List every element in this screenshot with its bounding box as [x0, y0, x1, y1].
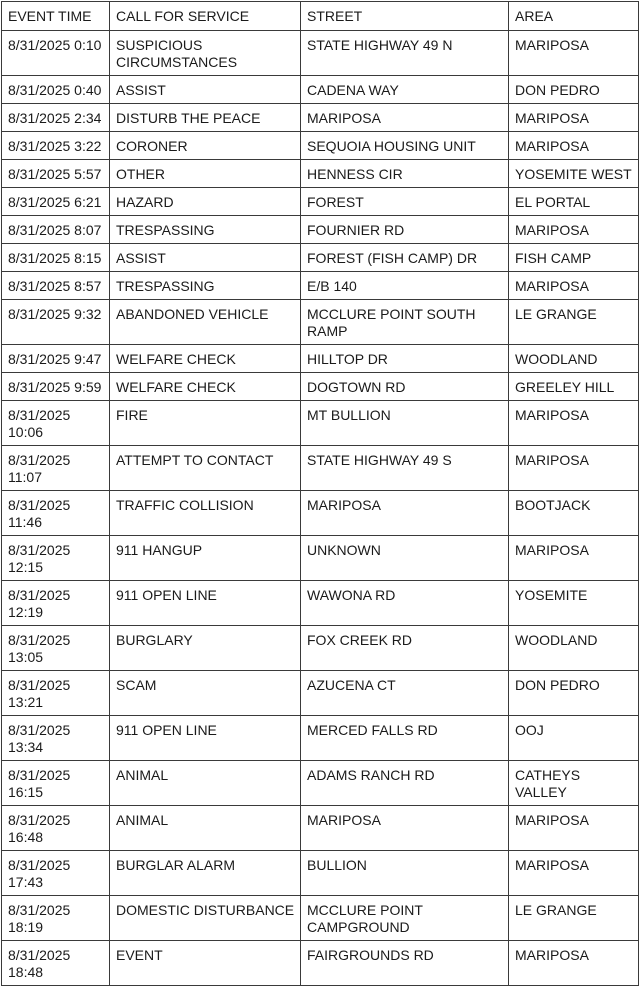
event-time-cell: 8/31/2025 6:21 — [2, 188, 110, 216]
area-cell: LE GRANGE — [509, 896, 639, 941]
street-cell: STATE HIGHWAY 49 N — [301, 31, 509, 76]
call-log-table — [1, 1, 639, 986]
table-row — [2, 446, 639, 491]
call-for-service-cell: DOMESTIC DISTURBANCE — [110, 896, 301, 941]
street-cell: AZUCENA CT — [301, 671, 509, 716]
event-time-cell: 8/31/2025 2:34 — [2, 104, 110, 132]
event-time-cell: 8/31/2025 18:19 — [2, 896, 110, 941]
area-cell: YOSEMITE — [509, 581, 639, 626]
street-cell: MARIPOSA — [301, 104, 509, 132]
event-time-cell: 8/31/2025 11:46 — [2, 491, 110, 536]
call-for-service-cell: WELFARE CHECK — [110, 345, 301, 373]
table-row — [2, 491, 639, 536]
street-cell: MARIPOSA — [301, 806, 509, 851]
street-cell: ADAMS RANCH RD — [301, 761, 509, 806]
street-cell: FOX CREEK RD — [301, 626, 509, 671]
header-street: STREET — [301, 2, 509, 31]
event-time-cell: 8/31/2025 16:15 — [2, 761, 110, 806]
header-area: AREA — [509, 2, 639, 31]
event-time-cell: 8/31/2025 18:48 — [2, 941, 110, 986]
street-cell: FOURNIER RD — [301, 216, 509, 244]
call-for-service-cell: ATTEMPT TO CONTACT — [110, 446, 301, 491]
area-cell: BOOTJACK — [509, 491, 639, 536]
table-row — [2, 244, 639, 272]
header-call-for-service: CALL FOR SERVICE — [110, 2, 301, 31]
table-row — [2, 806, 639, 851]
street-cell: MT BULLION — [301, 401, 509, 446]
call-for-service-cell: WELFARE CHECK — [110, 373, 301, 401]
table-row — [2, 941, 639, 986]
call-for-service-cell: ASSIST — [110, 244, 301, 272]
event-time-cell: 8/31/2025 13:34 — [2, 716, 110, 761]
area-cell: MARIPOSA — [509, 806, 639, 851]
event-time-cell: 8/31/2025 10:06 — [2, 401, 110, 446]
street-cell: MERCED FALLS RD — [301, 716, 509, 761]
area-cell: MARIPOSA — [509, 536, 639, 581]
table-row — [2, 373, 639, 401]
street-cell: BULLION — [301, 851, 509, 896]
area-cell: MARIPOSA — [509, 446, 639, 491]
street-cell: E/B 140 — [301, 272, 509, 300]
table-row — [2, 272, 639, 300]
table-header-row — [2, 2, 639, 31]
area-cell: MARIPOSA — [509, 941, 639, 986]
call-for-service-cell: SUSPICIOUS CIRCUMSTANCES — [110, 31, 301, 76]
call-for-service-cell: TRESPASSING — [110, 272, 301, 300]
area-cell: GREELEY HILL — [509, 373, 639, 401]
event-time-cell: 8/31/2025 11:07 — [2, 446, 110, 491]
area-cell: WOODLAND — [509, 345, 639, 373]
table-row — [2, 761, 639, 806]
call-for-service-cell: BURGLAR ALARM — [110, 851, 301, 896]
street-cell: MARIPOSA — [301, 491, 509, 536]
call-for-service-cell: TRESPASSING — [110, 216, 301, 244]
table-row — [2, 76, 639, 104]
area-cell: YOSEMITE WEST — [509, 160, 639, 188]
street-cell: CADENA WAY — [301, 76, 509, 104]
event-time-cell: 8/31/2025 13:05 — [2, 626, 110, 671]
call-for-service-cell: 911 OPEN LINE — [110, 581, 301, 626]
street-cell: MCCLURE POINT SOUTH RAMP — [301, 300, 509, 345]
area-cell: DON PEDRO — [509, 671, 639, 716]
event-time-cell: 8/31/2025 8:07 — [2, 216, 110, 244]
call-for-service-cell: BURGLARY — [110, 626, 301, 671]
event-time-cell: 8/31/2025 8:57 — [2, 272, 110, 300]
area-cell: FISH CAMP — [509, 244, 639, 272]
event-time-cell: 8/31/2025 9:32 — [2, 300, 110, 345]
event-time-cell: 8/31/2025 12:19 — [2, 581, 110, 626]
table-row — [2, 104, 639, 132]
table-row — [2, 401, 639, 446]
event-time-cell: 8/31/2025 0:40 — [2, 76, 110, 104]
street-cell: FAIRGROUNDS RD — [301, 941, 509, 986]
street-cell: MCCLURE POINT CAMPGROUND — [301, 896, 509, 941]
call-for-service-cell: SCAM — [110, 671, 301, 716]
header-event-time: EVENT TIME — [2, 2, 110, 31]
table-row — [2, 626, 639, 671]
event-time-cell: 8/31/2025 8:15 — [2, 244, 110, 272]
event-time-cell: 8/31/2025 17:43 — [2, 851, 110, 896]
call-for-service-cell: 911 OPEN LINE — [110, 716, 301, 761]
call-for-service-cell: ABANDONED VEHICLE — [110, 300, 301, 345]
area-cell: DON PEDRO — [509, 76, 639, 104]
call-for-service-cell: CORONER — [110, 132, 301, 160]
table-row — [2, 345, 639, 373]
call-for-service-cell: TRAFFIC COLLISION — [110, 491, 301, 536]
area-cell: CATHEYS VALLEY — [509, 761, 639, 806]
area-cell: MARIPOSA — [509, 401, 639, 446]
street-cell: DOGTOWN RD — [301, 373, 509, 401]
call-for-service-cell: DISTURB THE PEACE — [110, 104, 301, 132]
table-row — [2, 300, 639, 345]
call-for-service-cell: FIRE — [110, 401, 301, 446]
event-time-cell: 8/31/2025 12:15 — [2, 536, 110, 581]
area-cell: MARIPOSA — [509, 104, 639, 132]
street-cell: HILLTOP DR — [301, 345, 509, 373]
event-time-cell: 8/31/2025 5:57 — [2, 160, 110, 188]
street-cell: WAWONA RD — [301, 581, 509, 626]
call-for-service-cell: EVENT — [110, 941, 301, 986]
area-cell: WOODLAND — [509, 626, 639, 671]
area-cell: LE GRANGE — [509, 300, 639, 345]
street-cell: SEQUOIA HOUSING UNIT — [301, 132, 509, 160]
event-time-cell: 8/31/2025 3:22 — [2, 132, 110, 160]
street-cell: UNKNOWN — [301, 536, 509, 581]
table-row — [2, 31, 639, 76]
street-cell: STATE HIGHWAY 49 S — [301, 446, 509, 491]
table-row — [2, 160, 639, 188]
event-time-cell: 8/31/2025 9:47 — [2, 345, 110, 373]
table-body — [2, 31, 639, 986]
table-row — [2, 188, 639, 216]
area-cell: MARIPOSA — [509, 851, 639, 896]
street-cell: FOREST — [301, 188, 509, 216]
area-cell: MARIPOSA — [509, 272, 639, 300]
street-cell: FOREST (FISH CAMP) DR — [301, 244, 509, 272]
table-row — [2, 716, 639, 761]
table-row — [2, 851, 639, 896]
call-for-service-cell: ASSIST — [110, 76, 301, 104]
table-row — [2, 132, 639, 160]
call-for-service-cell: HAZARD — [110, 188, 301, 216]
call-for-service-cell: OTHER — [110, 160, 301, 188]
call-for-service-cell: 911 HANGUP — [110, 536, 301, 581]
event-time-cell: 8/31/2025 9:59 — [2, 373, 110, 401]
area-cell: MARIPOSA — [509, 216, 639, 244]
street-cell: HENNESS CIR — [301, 160, 509, 188]
call-for-service-cell: ANIMAL — [110, 806, 301, 851]
call-for-service-cell: ANIMAL — [110, 761, 301, 806]
table-row — [2, 581, 639, 626]
event-time-cell: 8/31/2025 13:21 — [2, 671, 110, 716]
area-cell: EL PORTAL — [509, 188, 639, 216]
table-row — [2, 216, 639, 244]
table-row — [2, 896, 639, 941]
table-row — [2, 536, 639, 581]
event-time-cell: 8/31/2025 0:10 — [2, 31, 110, 76]
area-cell: OOJ — [509, 716, 639, 761]
table-row — [2, 671, 639, 716]
event-time-cell: 8/31/2025 16:48 — [2, 806, 110, 851]
area-cell: MARIPOSA — [509, 132, 639, 160]
area-cell: MARIPOSA — [509, 31, 639, 76]
